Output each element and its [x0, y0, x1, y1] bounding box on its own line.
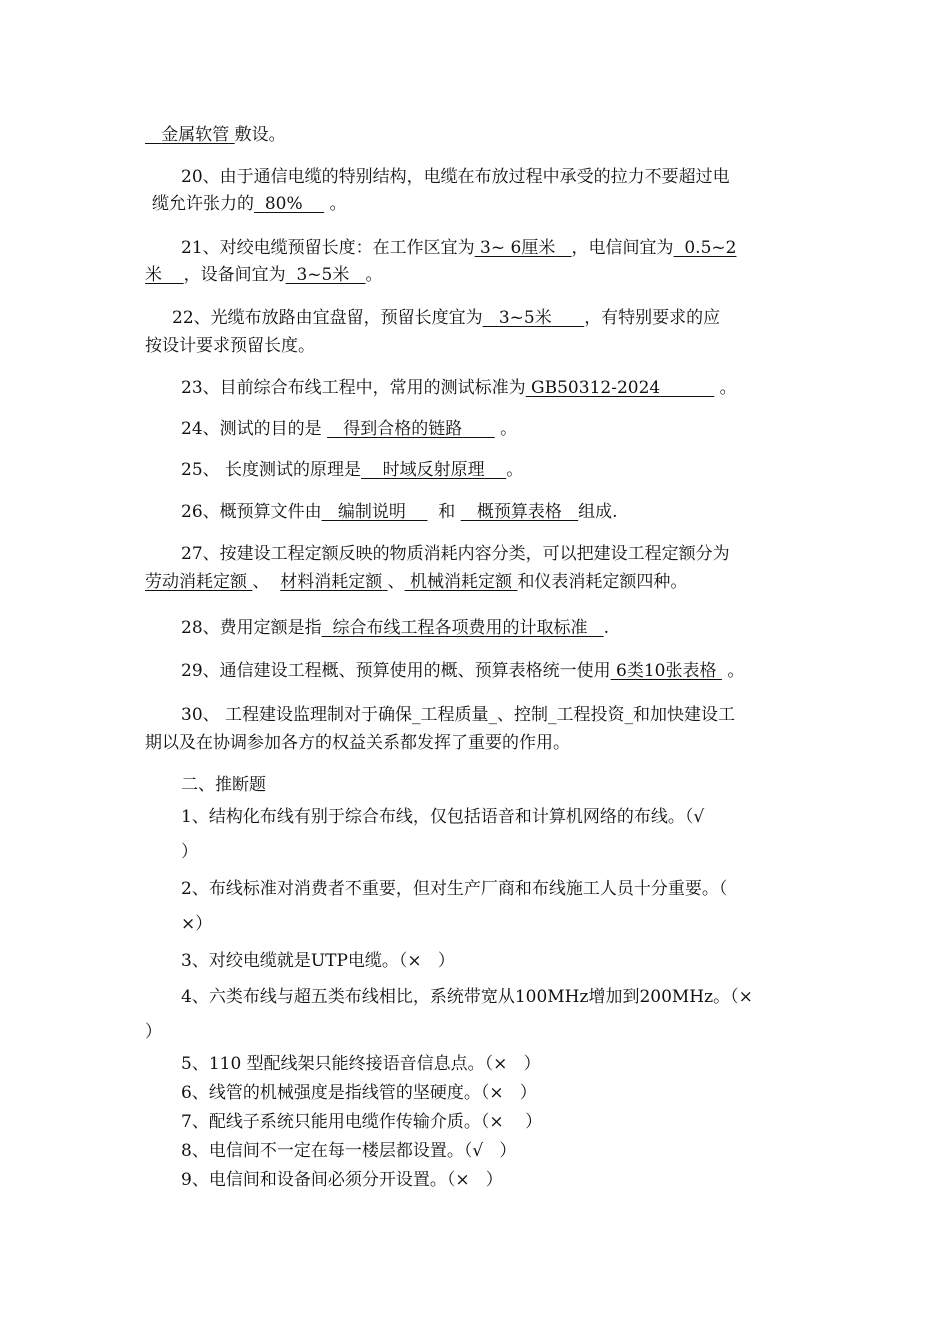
question-20-cont: 缆允许张力的 80% 。: [152, 194, 347, 214]
judgment-4: 4、六类布线与超五类布线相比，系统带宽从100MHz增加到200MHz。（×: [181, 987, 753, 1007]
text: 敷设。: [234, 125, 286, 145]
question-29: 29、通信建设工程概、预算使用的概、预算表格统一使用 6类10张表格 。: [181, 661, 745, 681]
judgment-4-cont: ）: [145, 1022, 162, 1042]
text: 期以及在协调参加各方的权益关系都发挥了重要的作用。: [145, 733, 570, 753]
judgment-1-cont: ）: [181, 842, 198, 862]
text: 22、光缆布放路由宜盘留，预留长度宜为: [172, 308, 483, 328]
judgment-3: 3、对绞电缆就是UTP电缆。（× ）: [181, 951, 455, 971]
text: 27、按建设工程定额反映的物质消耗内容分类，可以把建设工程定额分为: [181, 544, 730, 564]
question-24: 24、测试的目的是 得到合格的链路 。: [181, 419, 518, 439]
judgment-2: 2、布线标准对消费者不重要，但对生产厂商和布线施工人员十分重要。（: [181, 879, 728, 899]
text: 21、对绞电缆预留长度：在工作区宜为: [181, 238, 475, 258]
answer-blank: 综合布线工程各项费用的计取标准: [332, 618, 588, 638]
section-heading: 二、推断题: [181, 775, 266, 795]
question-22: 22、光缆布放路由宜盘留，预留长度宜为 3~5米 ，有特别要求的应: [172, 308, 721, 328]
answer-blank: 概预算表格: [476, 502, 562, 522]
answer-blank: 米: [145, 265, 162, 285]
answer-blank: 3~ 6厘米: [480, 238, 556, 258]
answer-blank: 编制说明: [337, 502, 406, 522]
answer-blank: 劳动消耗定额: [145, 572, 247, 592]
text: 23、目前综合布线工程中，常用的测试标准为: [181, 378, 526, 398]
answer-blank: 0.5~2: [684, 238, 737, 258]
question-27-cont: 劳动消耗定额 、 材料消耗定额 、 机械消耗定额 和仪表消耗定额四种。: [145, 572, 688, 592]
text: 29、通信建设工程概、预算使用的概、预算表格统一使用: [181, 661, 611, 681]
answer-blank: 3~5米: [498, 308, 552, 328]
answer-blank: 得到合格的链路: [343, 419, 463, 439]
answer-blank: 金属软管: [161, 125, 230, 145]
question-30-cont: [145, 732, 570, 754]
question-27: [181, 543, 730, 565]
question-21-cont: 米 ，设备间宜为 3~5米 。: [145, 265, 383, 285]
question-22-cont: [145, 335, 315, 357]
judgment-5: 5、110 型配线架只能终接语音信息点。（× ）: [181, 1054, 541, 1074]
question-21: 21、对绞电缆预留长度：在工作区宜为 3~ 6厘米 ，电信间宜为 0.5~2: [181, 238, 737, 258]
question-23: 23、目前综合布线工程中，常用的测试标准为 GB50312-2024 。: [181, 378, 737, 398]
text: 25、 长度测试的原理是: [181, 460, 362, 480]
answer-blank: 时域反射原理: [382, 460, 485, 480]
question-26: 26、概预算文件由 编制说明 和 概预算表格 组成.: [181, 502, 618, 522]
judgment-6: 6、线管的机械强度是指线管的坚硬度。（× ）: [181, 1083, 537, 1103]
answer-blank: GB50312-2024: [531, 378, 661, 398]
answer-blank: 材料消耗定额: [280, 572, 383, 592]
judgment-7: 7、配线子系统只能用电缆作传输介质。（× ）: [181, 1112, 543, 1132]
answer-blank: 3~5米: [296, 265, 350, 285]
judgment-1: 1、结构化布线有别于综合布线，仅包括语音和计算机网络的布线。（√: [181, 807, 705, 827]
text: 24、测试的目的是: [181, 419, 322, 439]
text: 28、费用定额是指: [181, 618, 322, 638]
answer-blank: 6类10张表格: [616, 661, 717, 681]
question-28: 28、费用定额是指 综合布线工程各项费用的计取标准 .: [181, 618, 610, 638]
question-30: [181, 704, 735, 726]
text: 30、 工程建设监理制对于确保_工程质量_、控制_工程投资_和加快建设工: [181, 705, 736, 725]
text: 20、由于通信电缆的特别结构，电缆在布放过程中承受的拉力不要超过电: [181, 167, 730, 187]
question-25: 25、 长度测试的原理是 时域反射原理 。: [181, 460, 524, 480]
text: 缆允许张力的: [152, 194, 254, 214]
answer-blank: 80%: [264, 194, 303, 214]
judgment-2-cont: ×）: [181, 914, 213, 934]
judgment-8: 8、电信间不一定在每一楼层都设置。（√ ）: [181, 1141, 517, 1161]
judgment-9: 9、电信间和设备间必须分开设置。（× ）: [181, 1170, 503, 1190]
text: 26、概预算文件由: [181, 502, 322, 522]
answer-blank: 机械消耗定额: [410, 572, 513, 592]
text: 按设计要求预留长度。: [145, 336, 315, 356]
question-20: [181, 166, 730, 188]
text-line: [145, 124, 286, 146]
